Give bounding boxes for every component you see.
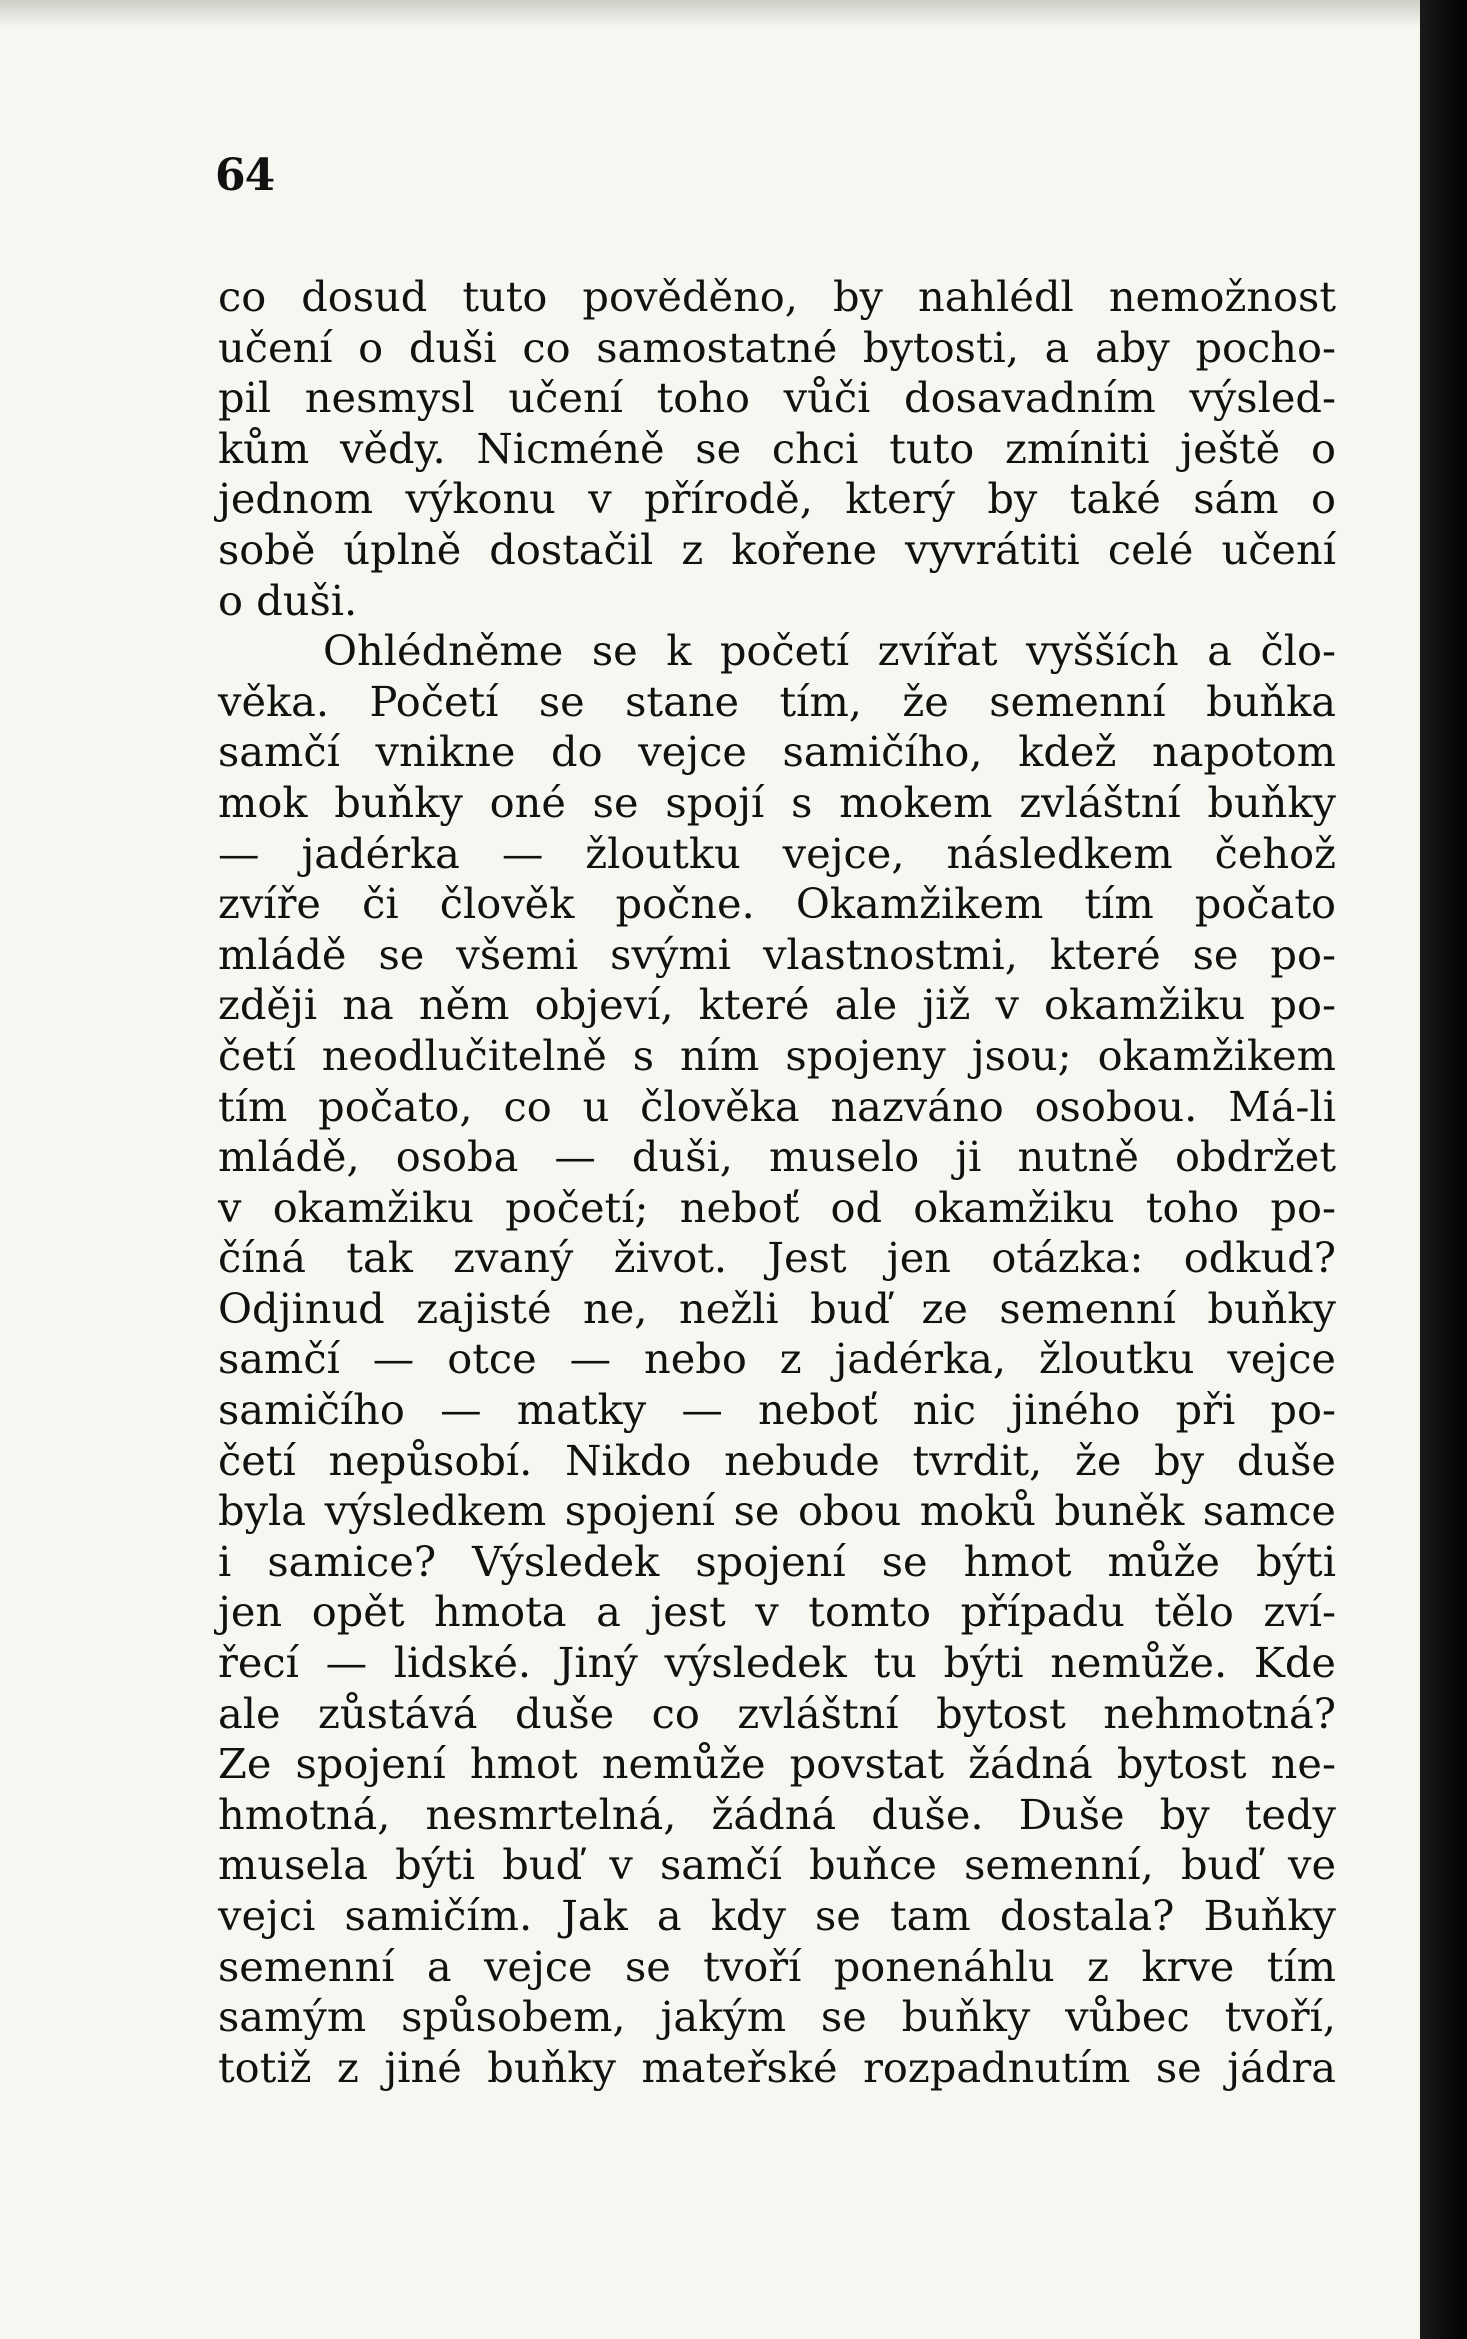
text-line: mok buňky oné se spojí s mokem zvláštní buňky xyxy=(218,777,1336,827)
body-text xyxy=(218,272,1336,2093)
text-line: vejci samičím. Jak a kdy se tam dostala? Buňky xyxy=(218,1891,1336,1940)
text-line: řecí — lidské. Jiný výsledek tu býti nemůže. Kde xyxy=(218,1638,1336,1688)
text-line: četí neodlučitelně s ním spojeny jsou; okamžikem xyxy=(218,1030,1336,1080)
text-line: samičího — matky — neboť nic jiného při po- xyxy=(218,1385,1336,1435)
text-line: Ze spojení hmot nemůže povstat žádná bytost ne- xyxy=(218,1739,1336,1789)
text-line: — jadérka — žloutku vejce, následkem čehož xyxy=(218,828,1336,878)
text-line: zději na něm objeví, které ale již v okamžiku po- xyxy=(218,980,1336,1030)
text-line: totiž z jiné buňky mateřské rozpadnutím se jádra xyxy=(218,2042,1336,2092)
text-line: věka. Početí se stane tím, že semenní buňka xyxy=(218,676,1336,726)
text-line: jednom výkonu v přírodě, který by také sám o xyxy=(218,474,1336,524)
text-line: byla výsledkem spojení se obou moků buněk samce xyxy=(218,1486,1336,1536)
text-line: Odjinud zajisté ne, nežli buď ze semenní buňky xyxy=(218,1283,1336,1333)
scan-edge-shadow xyxy=(1420,0,1467,2339)
text-line: Ohlédněme se k početí zvířat vyšších a člo- xyxy=(323,626,1336,676)
text-line: o duši. xyxy=(218,575,358,625)
text-line: samčí — otce — nebo z jadérka, žloutku vejce xyxy=(218,1334,1336,1384)
text-line: samčí vnikne do vejce samičího, kdež napotom xyxy=(218,727,1336,777)
text-line: číná tak zvaný život. Jest jen otázka: odkud? xyxy=(218,1233,1336,1283)
text-line: četí nepůsobí. Nikdo nebude tvrdit, že by duše xyxy=(218,1435,1336,1485)
text-line: sobě úplně dostačil z kořene vyvrátiti celé učení xyxy=(218,524,1336,574)
text-line: mládě se všemi svými vlastnostmi, které se po- xyxy=(218,929,1336,979)
text-line: hmotná, nesmrtelná, žádná duše. Duše by tedy xyxy=(218,1789,1336,1839)
text-line: mládě, osoba — duši, muselo ji nutně obdržet xyxy=(218,1132,1336,1182)
page-number: 64 xyxy=(215,150,275,201)
text-line: v okamžiku početí; neboť od okamžiku toho po- xyxy=(218,1182,1336,1232)
text-line: zvíře či člověk počne. Okamžikem tím počato xyxy=(218,879,1336,929)
text-line: ale zůstává duše co zvláštní bytost nehmotná? xyxy=(218,1688,1336,1738)
text-line: kům vědy. Nicméně se chci tuto zmíniti ještě o xyxy=(218,423,1336,473)
text-line: pil nesmysl učení toho vůči dosavadním výsled- xyxy=(218,373,1336,423)
text-line: i samice? Výsledek spojení se hmot může býti xyxy=(218,1536,1336,1586)
text-line: musela býti buď v samčí buňce semenní, buď ve xyxy=(218,1840,1336,1890)
text-line: semenní a vejce se tvoří ponenáhlu z krve tím xyxy=(218,1941,1336,1991)
text-line: učení o duši co samostatné bytosti, a aby pocho- xyxy=(218,322,1336,372)
text-line: jen opět hmota a jest v tomto případu tělo zví- xyxy=(218,1587,1336,1637)
text-line: tím počato, co u člověka nazváno osobou. Má-li xyxy=(218,1081,1336,1131)
text-line: co dosud tuto pověděno, by nahlédl nemožnost xyxy=(218,272,1336,321)
text-line: samým spůsobem, jakým se buňky vůbec tvoří, xyxy=(218,1992,1336,2042)
page-top-shadow xyxy=(0,0,1420,28)
